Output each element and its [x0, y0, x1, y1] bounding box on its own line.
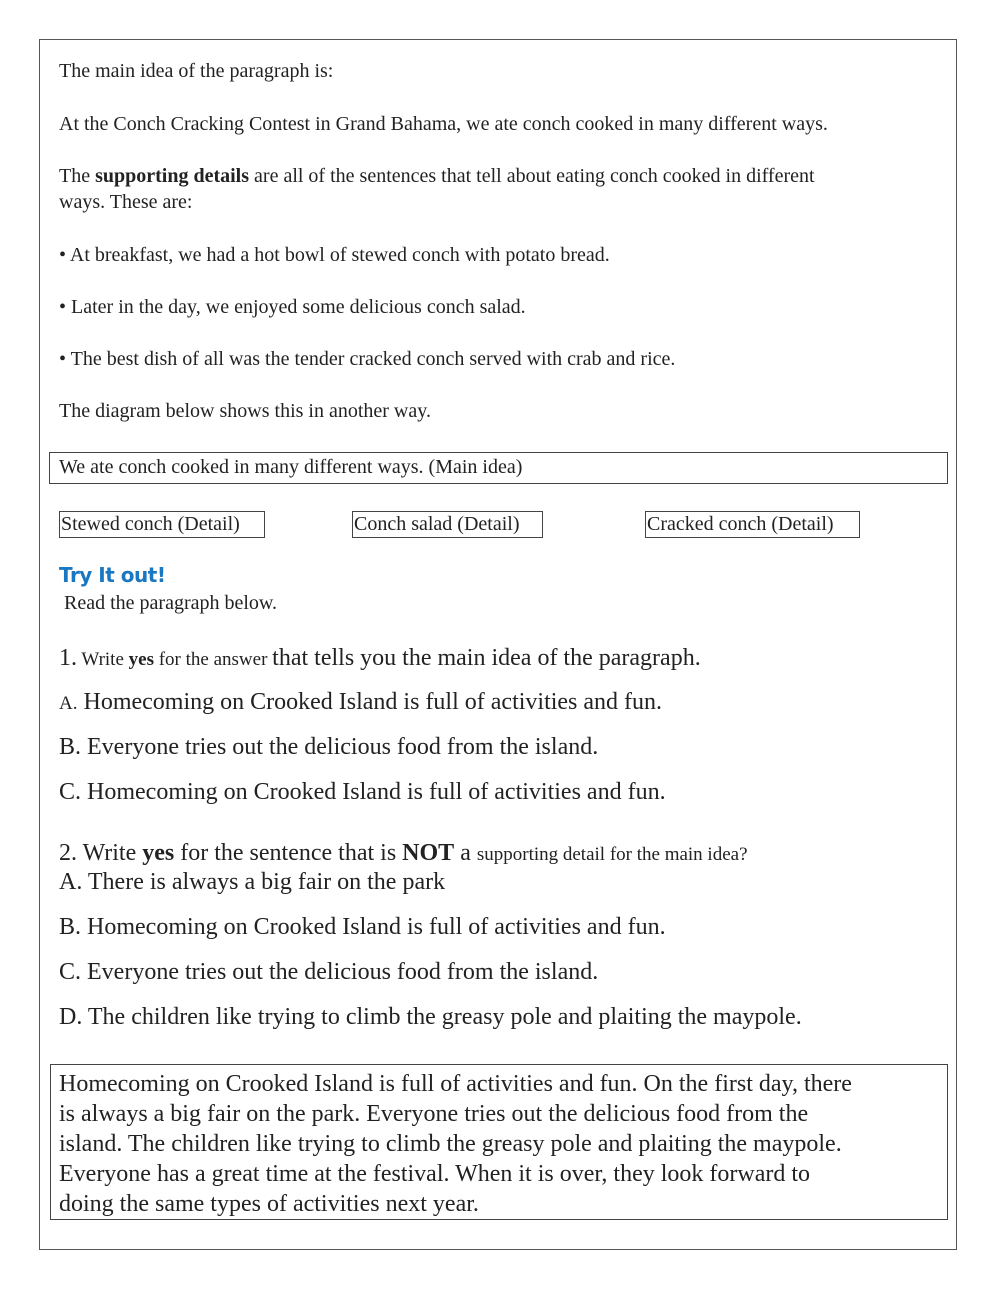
diagram-intro: The diagram below shows this in another way.: [59, 400, 431, 422]
detail-text: Stewed conch (Detail): [61, 513, 240, 535]
q2-option-a: A. There is always a big fair on the park: [59, 869, 446, 895]
q1-rest: that tells you the main idea of the paragraph.: [272, 645, 701, 671]
q2-not: NOT: [402, 840, 455, 866]
q2-option-c: C. Everyone tries out the delicious food from the island.: [59, 959, 599, 985]
q1-number: 1.: [59, 645, 77, 671]
detail-text: Cracked conch (Detail): [647, 513, 834, 535]
detail-text: Conch salad (Detail): [354, 513, 520, 535]
q2-option-b: B. Homecoming on Crooked Island is full of activities and fun.: [59, 914, 666, 940]
detail-box-stewed: [59, 511, 265, 538]
q1-option-c: C. Homecoming on Crooked Island is full of activities and fun.: [59, 779, 666, 805]
paragraph-line: doing the same types of activities next year.: [59, 1191, 479, 1217]
main-idea-box: [49, 452, 948, 484]
supporting-rest: are all of the sentences that tell about eating conch cooked in different: [249, 165, 815, 187]
q2-option-d: D. The children like trying to climb the greasy pole and plaiting the maypole.: [59, 1004, 802, 1030]
paragraph-line: island. The children like trying to climb the greasy pole and plaiting the maypole.: [59, 1131, 842, 1157]
q1-option-a: [59, 687, 662, 717]
question-2: [59, 838, 748, 868]
q1-option-b: B. Everyone tries out the delicious food from the island.: [59, 734, 599, 760]
bullet-item: • The best dish of all was the tender cracked conch served with crab and rice.: [59, 348, 676, 370]
supporting-pre: The: [59, 165, 96, 187]
q1-option-a-letter: A.: [59, 693, 78, 714]
q2-rest: supporting detail for the main idea?: [476, 844, 748, 865]
detail-box-salad: [352, 511, 543, 538]
question-1: [59, 643, 701, 673]
paragraph-box: [50, 1064, 948, 1220]
supporting-details-bold: supporting details: [95, 165, 250, 187]
q1-write: Write: [77, 649, 129, 670]
main-idea-box-text: We ate conch cooked in many different ways. (Main idea): [59, 456, 523, 478]
paragraph-line: Everyone has a great time at the festival. When it is over, they look forward to: [59, 1161, 811, 1187]
try-it-out-heading: Try It out!: [59, 563, 166, 587]
main-idea-label: The main idea of the paragraph is:: [59, 60, 334, 82]
detail-box-cracked: [645, 511, 860, 538]
paragraph-line: is always a big fair on the park. Everyone tries out the delicious food from the: [59, 1101, 809, 1127]
supporting-details-line-1: [59, 164, 815, 189]
q1-option-a-text: Homecoming on Crooked Island is full of activities and fun.: [77, 689, 663, 715]
bullet-item: • Later in the day, we enjoyed some delicious conch salad.: [59, 296, 526, 318]
try-it-instruction: Read the paragraph below.: [64, 592, 278, 614]
q2-a: a: [454, 840, 477, 866]
supporting-details-line-2: ways. These are:: [59, 191, 193, 213]
q2-yes: yes: [142, 840, 175, 866]
bullet-item: • At breakfast, we had a hot bowl of stewed conch with potato bread.: [59, 244, 610, 266]
q2-middle: for the sentence that is: [174, 840, 403, 866]
q2-prefix: 2. Write: [59, 840, 143, 866]
main-idea-sentence: At the Conch Cracking Contest in Grand Bahama, we ate conch cooked in many different ways.: [59, 113, 828, 135]
q1-for-answer: for the answer: [153, 649, 273, 670]
paragraph-line: Homecoming on Crooked Island is full of activities and fun. On the first day, there: [59, 1071, 852, 1097]
q1-yes: yes: [128, 649, 154, 670]
